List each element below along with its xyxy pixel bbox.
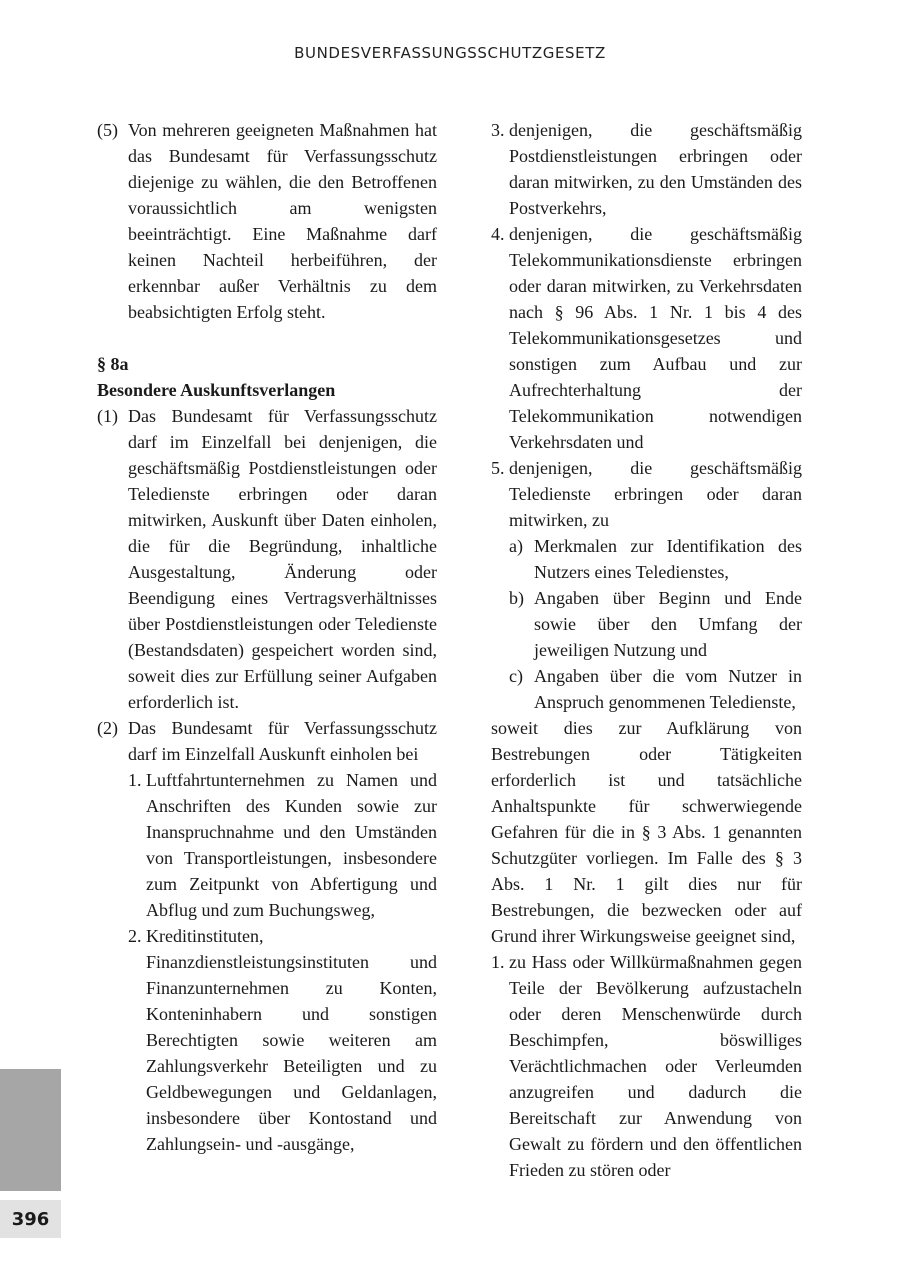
list-marker: 1. — [491, 952, 505, 972]
paragraph-1 — [97, 403, 437, 715]
sub-item-marker: a) — [509, 536, 523, 556]
sub-item-text: Angaben über Beginn und Ende sowie über den Umfang der jeweiligen Nutzung und — [534, 588, 802, 660]
list-marker: 4. — [491, 224, 505, 244]
final-list-item — [491, 949, 802, 1183]
list-item-4 — [491, 221, 802, 455]
list-marker: 1. — [128, 770, 142, 790]
sub-item-a — [509, 533, 802, 585]
left-column — [97, 117, 437, 1157]
paragraph-marker: (1) — [97, 406, 118, 426]
sub-item-marker: b) — [509, 588, 524, 608]
sub-item-c — [509, 663, 802, 715]
section-title: Besondere Auskunftsverlangen — [97, 380, 336, 400]
continuation-text: soweit dies zur Aufklärung von Bestrebungen oder Tätigkeiten erforderlich ist und tatsächliche Anhaltspunkte für schwerwiegende Gefahren für die in § 3 Abs. 1 genannten Schutzgüter vorliegen. Im Falle des § 3 Abs. 1 Nr. 1 gilt dies nur für Bestrebungen, die bezwecken oder auf Grund ihrer Wirkungsweise geeignet sind, — [491, 718, 802, 946]
list-text: denjenigen, die geschäftsmäßig Teledienste erbringen oder daran mitwirken, zu — [509, 458, 802, 530]
list-item-5 — [491, 455, 802, 533]
spacer — [97, 325, 437, 351]
sub-item-marker: c) — [509, 666, 523, 686]
list-marker: 5. — [491, 458, 505, 478]
paragraph-marker: (2) — [97, 718, 118, 738]
paragraph-text: Das Bundesamt für Verfassungsschutz darf im Einzelfall Auskunft einholen bei — [128, 718, 437, 764]
list-marker: 2. — [128, 926, 142, 946]
list-text: zu Hass oder Willkürmaßnahmen gegen Teile der Bevölkerung aufzustacheln oder deren Menschenwürde durch Beschimpfen, böswilliges Verächtlichmachen oder Verleumden anzugreifen und dadurch die Bereitschaft zur Anwendung von Gewalt zu fördern und den öffentlichen Frieden zu stören oder — [509, 952, 802, 1180]
right-column — [491, 117, 802, 1183]
thumb-index-tab — [0, 1069, 61, 1191]
section-number: § 8a — [97, 354, 129, 374]
paragraph-2 — [97, 715, 437, 767]
sub-item-b — [509, 585, 802, 663]
paragraph-text: Das Bundesamt für Verfassungsschutz darf im Einzelfall bei denjenigen, die geschäftsmäßig Postdienstleistungen oder Teledienste erbringen oder daran mitwirken, Auskunft über Daten einholen, die für die Begründung, inhaltliche Ausgestaltung, Änderung oder Beendigung eines Vertragsverhältnisses über Postdienstleistungen oder Teledienste (Bestandsdaten) gespeichert worden sind, soweit dies zur Erfüllung seiner Aufgaben erforderlich ist. — [128, 406, 437, 712]
sub-item-text: Merkmalen zur Identifikation des Nutzers eines Teledienstes, — [534, 536, 802, 582]
paragraph-text: Von mehreren geeigneten Maßnahmen hat das Bundesamt für Verfassungsschutz diejenige zu wählen, die den Betroffenen voraussichtlich am wenigsten beeinträchtigt. Eine Maßnahme darf keinen Nachteil herbeiführen, der erkennbar außer Verhältnis zu dem beabsichtigten Erfolg steht. — [128, 120, 437, 322]
list-text: denjenigen, die geschäftsmäßig Telekommunikationsdienste erbringen oder daran mitwirken, zu Verkehrsdaten nach § 96 Abs. 1 Nr. 1 bis 4 des Telekommunikationsgesetzes und sonstigen zum Aufbau und zur Aufrechterhaltung der Telekommunikation notwendigen Verkehrsdaten und — [509, 224, 802, 452]
list-text: denjenigen, die geschäftsmäßig Postdienstleistungen erbringen oder daran mitwirken, zu den Umständen des Postverkehrs, — [509, 120, 802, 218]
list-text: Kreditinstituten, Finanzdienstleistungsinstituten und Finanzunternehmen zu Konten, Konteninhabern und sonstigen Berechtigten sowie weiteren am Zahlungsverkehr Beteiligten und zu Geldbewegungen und Geldanlagen, insbesondere über Kontostand und Zahlungsein- und -ausgänge, — [146, 926, 437, 1154]
list-marker: 3. — [491, 120, 505, 140]
sub-item-text: Angaben über die vom Nutzer in Anspruch genommenen Teledienste, — [534, 666, 802, 712]
list-text: Luftfahrtunternehmen zu Namen und Anschriften des Kunden sowie zur Inanspruchnahme und den Umständen von Transportleistungen, insbesondere zum Zeitpunkt von Abfertigung und Abflug und zum Buchungsweg, — [146, 770, 437, 920]
list-item-2 — [128, 923, 437, 1157]
paragraph-5 — [97, 117, 437, 325]
list-item-1 — [128, 767, 437, 923]
page-number: 396 — [0, 1200, 61, 1238]
list-item-3 — [491, 117, 802, 221]
paragraph-marker: (5) — [97, 120, 118, 140]
running-header: BUNDESVERFASSUNGSSCHUTZGESETZ — [294, 44, 606, 62]
